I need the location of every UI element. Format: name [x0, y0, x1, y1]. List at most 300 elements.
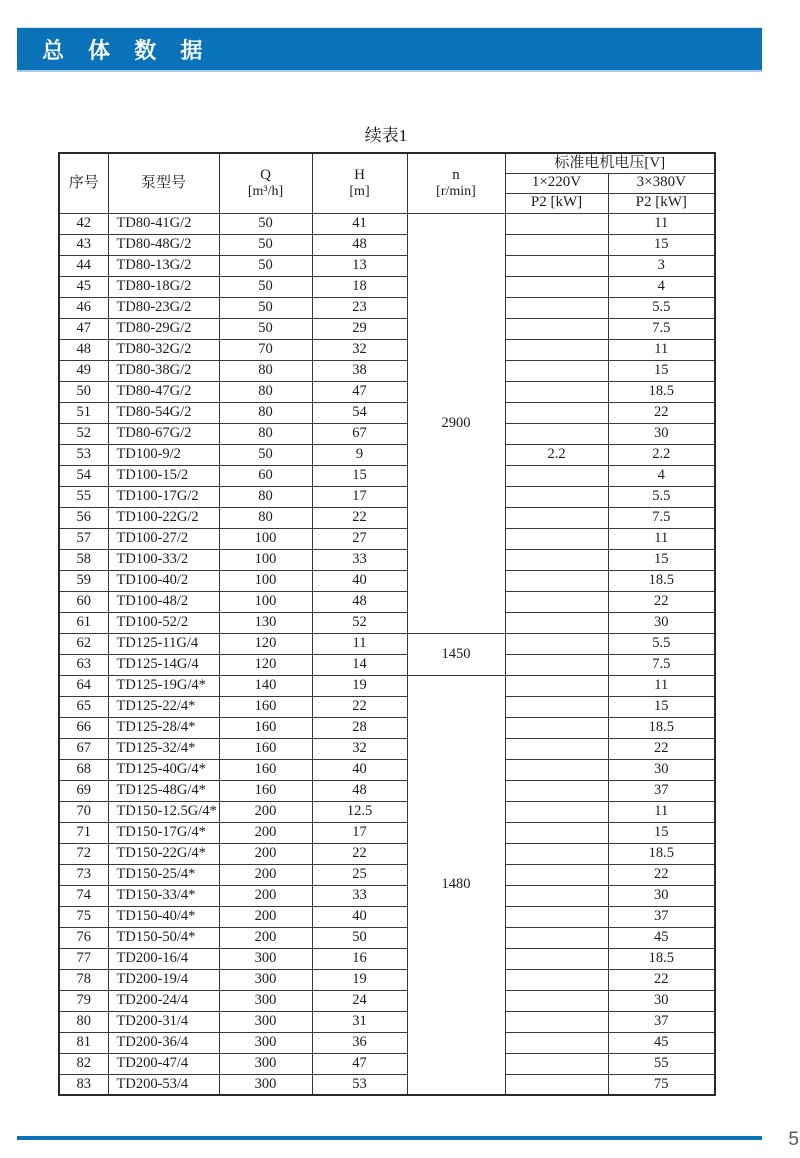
cell-q: 80	[219, 423, 312, 444]
cell-q: 100	[219, 591, 312, 612]
cell-h: 32	[312, 339, 407, 360]
cell-model: TD125-48G/4*	[108, 780, 219, 801]
cell-no: 61	[59, 612, 108, 633]
cell-p380: 30	[608, 885, 715, 906]
cell-p220	[505, 1032, 608, 1053]
cell-p380: 3	[608, 255, 715, 276]
cell-no: 71	[59, 822, 108, 843]
cell-h: 67	[312, 423, 407, 444]
cell-p220	[505, 570, 608, 591]
cell-q: 300	[219, 1074, 312, 1095]
cell-q: 300	[219, 990, 312, 1011]
table-header	[59, 153, 715, 213]
col-header-q-symbol: Q	[260, 166, 271, 183]
cell-q: 300	[219, 969, 312, 990]
cell-p380: 37	[608, 1011, 715, 1032]
cell-model: TD100-15/2	[108, 465, 219, 486]
cell-q: 300	[219, 1053, 312, 1074]
table-row	[59, 822, 715, 843]
cell-model: TD200-36/4	[108, 1032, 219, 1053]
table-row	[59, 507, 715, 528]
cell-q: 70	[219, 339, 312, 360]
cell-p380: 11	[608, 213, 715, 234]
cell-h: 47	[312, 381, 407, 402]
table-row	[59, 885, 715, 906]
cell-q: 160	[219, 759, 312, 780]
cell-q: 200	[219, 906, 312, 927]
cell-h: 54	[312, 402, 407, 423]
cell-model: TD100-27/2	[108, 528, 219, 549]
col-header-voltage-group: 标准电机电压[V]	[505, 153, 715, 173]
cell-no: 78	[59, 969, 108, 990]
cell-p220	[505, 675, 608, 696]
col-header-n	[407, 153, 505, 213]
cell-q: 160	[219, 696, 312, 717]
cell-no: 43	[59, 234, 108, 255]
cell-p380: 11	[608, 528, 715, 549]
cell-q: 80	[219, 486, 312, 507]
table-row	[59, 1053, 715, 1074]
cell-p220	[505, 822, 608, 843]
cell-q: 120	[219, 633, 312, 654]
cell-p380: 7.5	[608, 507, 715, 528]
col-header-n-unit: [r/min]	[436, 183, 476, 199]
table-row	[59, 402, 715, 423]
cell-h: 38	[312, 360, 407, 381]
cell-no: 47	[59, 318, 108, 339]
cell-p220	[505, 717, 608, 738]
col-header-q-unit: [m³/h]	[247, 183, 284, 199]
table-row	[59, 255, 715, 276]
cell-no: 81	[59, 1032, 108, 1053]
cell-model: TD80-67G/2	[108, 423, 219, 444]
cell-q: 50	[219, 234, 312, 255]
cell-p220	[505, 948, 608, 969]
cell-p220	[505, 486, 608, 507]
table-row	[59, 318, 715, 339]
cell-no: 74	[59, 885, 108, 906]
cell-q: 50	[219, 297, 312, 318]
table-row	[59, 570, 715, 591]
cell-no: 79	[59, 990, 108, 1011]
cell-p220	[505, 318, 608, 339]
cell-q: 200	[219, 822, 312, 843]
cell-p380: 18.5	[608, 948, 715, 969]
cell-p380: 11	[608, 339, 715, 360]
cell-q: 160	[219, 780, 312, 801]
cell-p380: 15	[608, 696, 715, 717]
cell-no: 82	[59, 1053, 108, 1074]
cell-h: 22	[312, 507, 407, 528]
cell-q: 50	[219, 255, 312, 276]
cell-q: 100	[219, 570, 312, 591]
cell-model: TD100-22G/2	[108, 507, 219, 528]
table-row	[59, 1032, 715, 1053]
cell-p220	[505, 423, 608, 444]
cell-p220: 2.2	[505, 444, 608, 465]
cell-q: 60	[219, 465, 312, 486]
table-row	[59, 864, 715, 885]
cell-model: TD100-9/2	[108, 444, 219, 465]
cell-model: TD80-29G/2	[108, 318, 219, 339]
cell-no: 65	[59, 696, 108, 717]
cell-p220	[505, 591, 608, 612]
cell-no: 48	[59, 339, 108, 360]
table-row	[59, 528, 715, 549]
col-header-n-symbol: n	[452, 166, 460, 183]
cell-h: 48	[312, 780, 407, 801]
cell-h: 11	[312, 633, 407, 654]
cell-h: 22	[312, 843, 407, 864]
cell-h: 14	[312, 654, 407, 675]
table-row	[59, 549, 715, 570]
cell-p380: 18.5	[608, 717, 715, 738]
cell-h: 18	[312, 276, 407, 297]
cell-p380: 5.5	[608, 297, 715, 318]
cell-no: 50	[59, 381, 108, 402]
cell-no: 56	[59, 507, 108, 528]
cell-p220	[505, 885, 608, 906]
cell-q: 160	[219, 738, 312, 759]
cell-no: 64	[59, 675, 108, 696]
cell-no: 72	[59, 843, 108, 864]
cell-model: TD125-22/4*	[108, 696, 219, 717]
cell-h: 47	[312, 1053, 407, 1074]
cell-no: 55	[59, 486, 108, 507]
cell-p220	[505, 864, 608, 885]
cell-p380: 7.5	[608, 654, 715, 675]
cell-p380: 45	[608, 1032, 715, 1053]
cell-q: 100	[219, 528, 312, 549]
section-title: 总 体 数 据	[42, 37, 212, 63]
cell-p220	[505, 1053, 608, 1074]
cell-h: 52	[312, 612, 407, 633]
cell-q: 80	[219, 381, 312, 402]
cell-q: 300	[219, 1032, 312, 1053]
cell-p220	[505, 465, 608, 486]
cell-model: TD80-41G/2	[108, 213, 219, 234]
cell-p220	[505, 612, 608, 633]
table-row	[59, 1074, 715, 1095]
cell-p380: 18.5	[608, 843, 715, 864]
cell-model: TD200-19/4	[108, 969, 219, 990]
table-row	[59, 444, 715, 465]
cell-p380: 30	[608, 423, 715, 444]
cell-h: 25	[312, 864, 407, 885]
cell-p380: 7.5	[608, 318, 715, 339]
cell-model: TD150-22G/4*	[108, 843, 219, 864]
cell-p380: 15	[608, 234, 715, 255]
table-row	[59, 906, 715, 927]
cell-model: TD80-18G/2	[108, 276, 219, 297]
col-header-h-unit: [m]	[349, 183, 370, 199]
cell-model: TD200-53/4	[108, 1074, 219, 1095]
cell-model: TD200-31/4	[108, 1011, 219, 1032]
cell-q: 80	[219, 507, 312, 528]
cell-q: 200	[219, 864, 312, 885]
page-number: 5	[788, 1129, 799, 1150]
cell-no: 44	[59, 255, 108, 276]
cell-no: 49	[59, 360, 108, 381]
cell-model: TD200-47/4	[108, 1053, 219, 1074]
table-row	[59, 1011, 715, 1032]
col-header-h	[312, 153, 407, 213]
cell-p220	[505, 927, 608, 948]
cell-p380: 30	[608, 612, 715, 633]
cell-no: 54	[59, 465, 108, 486]
cell-h: 15	[312, 465, 407, 486]
cell-p220	[505, 654, 608, 675]
cell-model: TD150-25/4*	[108, 864, 219, 885]
col-header-no: 序号	[59, 153, 108, 213]
cell-n: 1450	[407, 633, 505, 675]
cell-p220	[505, 528, 608, 549]
cell-model: TD150-33/4*	[108, 885, 219, 906]
cell-p220	[505, 402, 608, 423]
table-row	[59, 423, 715, 444]
table-row	[59, 213, 715, 234]
cell-q: 80	[219, 360, 312, 381]
cell-p220	[505, 738, 608, 759]
cell-p380: 11	[608, 675, 715, 696]
cell-model: TD150-40/4*	[108, 906, 219, 927]
cell-p220	[505, 801, 608, 822]
cell-p380: 15	[608, 360, 715, 381]
cell-no: 42	[59, 213, 108, 234]
cell-p380: 22	[608, 591, 715, 612]
pump-data-table	[58, 152, 716, 1096]
table-row	[59, 696, 715, 717]
cell-h: 29	[312, 318, 407, 339]
cell-h: 40	[312, 570, 407, 591]
cell-h: 36	[312, 1032, 407, 1053]
cell-model: TD125-32/4*	[108, 738, 219, 759]
cell-no: 59	[59, 570, 108, 591]
table-row	[59, 801, 715, 822]
cell-model: TD150-50/4*	[108, 927, 219, 948]
cell-p380: 5.5	[608, 633, 715, 654]
cell-no: 76	[59, 927, 108, 948]
cell-p220	[505, 234, 608, 255]
cell-model: TD150-12.5G/4*	[108, 801, 219, 822]
col-header-380v: 3×380V	[608, 173, 715, 193]
cell-h: 13	[312, 255, 407, 276]
cell-q: 130	[219, 612, 312, 633]
table-row	[59, 759, 715, 780]
cell-p380: 4	[608, 465, 715, 486]
section-header-bar	[17, 28, 762, 70]
footer-rule	[17, 1136, 762, 1140]
cell-h: 12.5	[312, 801, 407, 822]
col-header-220v: 1×220V	[505, 173, 608, 193]
cell-p220	[505, 381, 608, 402]
cell-no: 70	[59, 801, 108, 822]
table-row	[59, 948, 715, 969]
table-row	[59, 465, 715, 486]
cell-model: TD125-28/4*	[108, 717, 219, 738]
cell-no: 46	[59, 297, 108, 318]
cell-p380: 75	[608, 1074, 715, 1095]
cell-p220	[505, 969, 608, 990]
table-row	[59, 234, 715, 255]
cell-no: 58	[59, 549, 108, 570]
cell-h: 19	[312, 969, 407, 990]
table-row	[59, 717, 715, 738]
cell-model: TD80-38G/2	[108, 360, 219, 381]
cell-h: 16	[312, 948, 407, 969]
cell-q: 50	[219, 318, 312, 339]
cell-no: 73	[59, 864, 108, 885]
cell-p380: 30	[608, 759, 715, 780]
cell-h: 33	[312, 885, 407, 906]
cell-q: 50	[219, 444, 312, 465]
cell-p380: 2.2	[608, 444, 715, 465]
cell-h: 40	[312, 759, 407, 780]
cell-no: 68	[59, 759, 108, 780]
cell-no: 62	[59, 633, 108, 654]
cell-p380: 11	[608, 801, 715, 822]
col-header-p2-380: P2 [kW]	[608, 193, 715, 213]
cell-p380: 22	[608, 402, 715, 423]
cell-h: 19	[312, 675, 407, 696]
cell-q: 200	[219, 927, 312, 948]
table-row	[59, 738, 715, 759]
cell-q: 120	[219, 654, 312, 675]
cell-p220	[505, 906, 608, 927]
cell-q: 50	[219, 213, 312, 234]
cell-p380: 4	[608, 276, 715, 297]
cell-h: 17	[312, 822, 407, 843]
cell-model: TD80-48G/2	[108, 234, 219, 255]
cell-p220	[505, 255, 608, 276]
cell-h: 41	[312, 213, 407, 234]
cell-q: 300	[219, 948, 312, 969]
cell-p380: 22	[608, 738, 715, 759]
cell-p220	[505, 276, 608, 297]
cell-model: TD125-40G/4*	[108, 759, 219, 780]
cell-model: TD80-47G/2	[108, 381, 219, 402]
cell-p220	[505, 780, 608, 801]
cell-h: 28	[312, 717, 407, 738]
cell-p380: 18.5	[608, 381, 715, 402]
cell-h: 50	[312, 927, 407, 948]
cell-no: 69	[59, 780, 108, 801]
cell-p220	[505, 1074, 608, 1095]
cell-p220	[505, 360, 608, 381]
cell-n: 1480	[407, 675, 505, 1095]
cell-p380: 55	[608, 1053, 715, 1074]
cell-q: 50	[219, 276, 312, 297]
table-row	[59, 780, 715, 801]
cell-no: 83	[59, 1074, 108, 1095]
header-row-1	[59, 153, 715, 173]
cell-q: 300	[219, 1011, 312, 1032]
table-row	[59, 486, 715, 507]
cell-no: 67	[59, 738, 108, 759]
cell-h: 22	[312, 696, 407, 717]
cell-p380: 22	[608, 864, 715, 885]
cell-p220	[505, 696, 608, 717]
cell-h: 33	[312, 549, 407, 570]
col-header-q	[219, 153, 312, 213]
cell-no: 63	[59, 654, 108, 675]
cell-p220	[505, 990, 608, 1011]
cell-p220	[505, 339, 608, 360]
cell-q: 100	[219, 549, 312, 570]
cell-h: 24	[312, 990, 407, 1011]
table-caption: 续表1	[364, 126, 408, 145]
cell-no: 80	[59, 1011, 108, 1032]
cell-h: 48	[312, 591, 407, 612]
cell-p380: 18.5	[608, 570, 715, 591]
col-header-p2-220: P2 [kW]	[505, 193, 608, 213]
cell-h: 31	[312, 1011, 407, 1032]
table-row	[59, 675, 715, 696]
cell-model: TD125-11G/4	[108, 633, 219, 654]
cell-h: 9	[312, 444, 407, 465]
cell-p220	[505, 759, 608, 780]
table-row	[59, 381, 715, 402]
cell-p380: 37	[608, 906, 715, 927]
cell-no: 52	[59, 423, 108, 444]
cell-no: 75	[59, 906, 108, 927]
cell-model: TD100-52/2	[108, 612, 219, 633]
cell-q: 200	[219, 885, 312, 906]
cell-h: 48	[312, 234, 407, 255]
cell-q: 140	[219, 675, 312, 696]
cell-model: TD125-14G/4	[108, 654, 219, 675]
cell-p220	[505, 843, 608, 864]
table-row	[59, 990, 715, 1011]
cell-model: TD80-54G/2	[108, 402, 219, 423]
cell-q: 80	[219, 402, 312, 423]
cell-h: 23	[312, 297, 407, 318]
cell-no: 51	[59, 402, 108, 423]
cell-p380: 37	[608, 780, 715, 801]
cell-model: TD100-33/2	[108, 549, 219, 570]
table-row	[59, 654, 715, 675]
cell-no: 57	[59, 528, 108, 549]
cell-h: 53	[312, 1074, 407, 1095]
table-row	[59, 633, 715, 654]
cell-p380: 45	[608, 927, 715, 948]
cell-model: TD80-32G/2	[108, 339, 219, 360]
table-row	[59, 276, 715, 297]
cell-no: 45	[59, 276, 108, 297]
cell-model: TD100-48/2	[108, 591, 219, 612]
cell-p380: 15	[608, 549, 715, 570]
cell-p220	[505, 1011, 608, 1032]
table-row	[59, 927, 715, 948]
table-row	[59, 969, 715, 990]
cell-model: TD100-40/2	[108, 570, 219, 591]
cell-no: 77	[59, 948, 108, 969]
col-header-model: 泵型号	[108, 153, 219, 213]
cell-q: 200	[219, 801, 312, 822]
cell-h: 32	[312, 738, 407, 759]
table-row	[59, 339, 715, 360]
cell-model: TD150-17G/4*	[108, 822, 219, 843]
cell-p220	[505, 633, 608, 654]
cell-h: 17	[312, 486, 407, 507]
cell-p380: 5.5	[608, 486, 715, 507]
cell-no: 53	[59, 444, 108, 465]
cell-no: 60	[59, 591, 108, 612]
cell-h: 27	[312, 528, 407, 549]
cell-p380: 30	[608, 990, 715, 1011]
table-row	[59, 843, 715, 864]
cell-model: TD200-16/4	[108, 948, 219, 969]
